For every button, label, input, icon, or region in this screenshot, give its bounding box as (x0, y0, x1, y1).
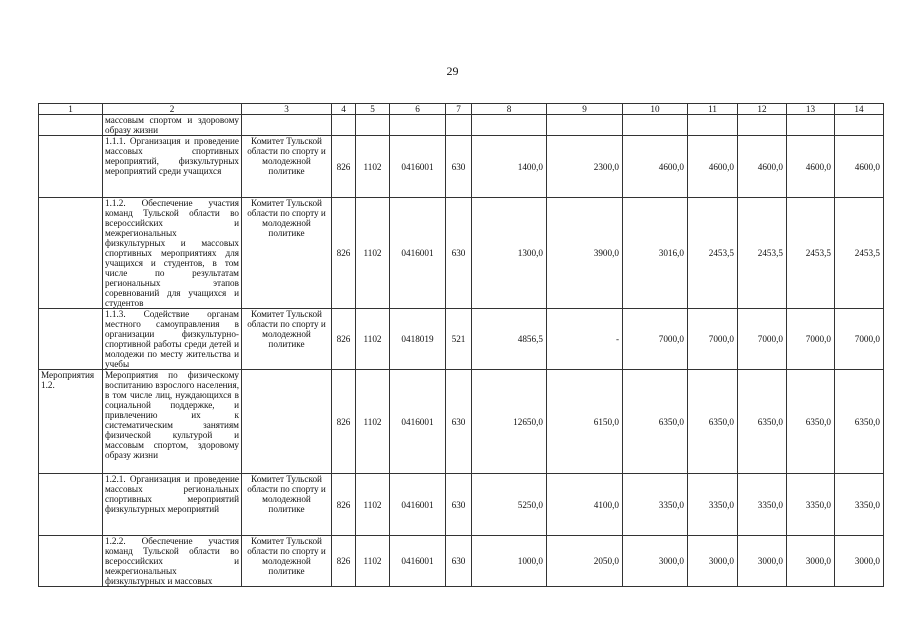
page-number: 29 (446, 64, 459, 78)
code-cell: 521 (446, 309, 472, 370)
measure-description-cell: Мероприятия по физическому воспитанию взрослого населения, в том числе лиц, нуждающихся в социальной поддержке, и привлечению их к систематическим занятиям физической культурой и массовым спортом, здоровому образу жизни (103, 370, 242, 474)
code-cell: 826 (332, 136, 356, 198)
amount-cell: 6350,0 (738, 370, 787, 474)
code-cell: 0416001 (390, 536, 446, 587)
amount-cell (787, 115, 835, 136)
code-cell: 826 (332, 370, 356, 474)
measure-cell (39, 198, 103, 309)
amount-cell: 4600,0 (738, 136, 787, 198)
code-cell: 826 (332, 536, 356, 587)
measure-cell (39, 474, 103, 536)
amount-cell: 1300,0 (472, 198, 547, 309)
amount-cell: 3350,0 (738, 474, 787, 536)
measure-description-cell: 1.1.2. Обеспечение участия команд Тульской области во всероссийских и межрегиональных физкультурных и массовых спортивных мероприятиях для учащихся и студентов, в том числе по результатам региональных этапов соревнований для учащихся и студентов (103, 198, 242, 309)
amount-cell: 4600,0 (688, 136, 738, 198)
code-cell: 0418019 (390, 309, 446, 370)
code-cell: 826 (332, 309, 356, 370)
column-number: 7 (446, 104, 472, 115)
executor-cell (242, 115, 332, 136)
code-cell: 630 (446, 198, 472, 309)
table-row (39, 136, 884, 198)
executor-cell: Комитет Тульской области по спорту и молодежной политике (242, 474, 332, 536)
column-number: 9 (547, 104, 623, 115)
measure-cell (39, 115, 103, 136)
amount-cell: 3350,0 (688, 474, 738, 536)
code-cell: 0416001 (390, 474, 446, 536)
amount-cell: 6350,0 (787, 370, 835, 474)
code-cell: 630 (446, 370, 472, 474)
column-number: 11 (688, 104, 738, 115)
column-number: 8 (472, 104, 547, 115)
code-cell: 1102 (356, 309, 390, 370)
code-cell: 630 (446, 136, 472, 198)
code-cell: 826 (332, 198, 356, 309)
table-row (39, 115, 884, 136)
code-cell: 1102 (356, 536, 390, 587)
code-cell (390, 115, 446, 136)
measure-cell: Мероприятия 1.2. (39, 370, 103, 474)
amount-cell: 6350,0 (835, 370, 884, 474)
measure-description-cell: 1.2.2. Обеспечение участия команд Тульской области во всероссийских и межрегиональных физкультурных и массовых (103, 536, 242, 587)
amount-cell: 3000,0 (738, 536, 787, 587)
table-row (39, 536, 884, 587)
executor-cell: Комитет Тульской области по спорту и молодежной политике (242, 309, 332, 370)
measure-description-cell: массовым спортом и здоровому образу жизни (103, 115, 242, 136)
amount-cell: 4600,0 (623, 136, 688, 198)
amount-cell: - (547, 309, 623, 370)
code-cell: 1102 (356, 370, 390, 474)
amount-cell: 2453,5 (787, 198, 835, 309)
code-cell: 630 (446, 536, 472, 587)
column-number: 13 (787, 104, 835, 115)
column-number: 12 (738, 104, 787, 115)
code-cell: 826 (332, 474, 356, 536)
measure-description-cell: 1.1.1. Организация и проведение массовых спортивных мероприятий, физкультурных мероприятий среди учащихся (103, 136, 242, 198)
measure-description-cell: 1.1.3. Содействие органам местного самоуправления в организации физкультурно-спортивной работы среди детей и молодежи по месту жительства и учебы (103, 309, 242, 370)
amount-cell: 2453,5 (738, 198, 787, 309)
amount-cell: 7000,0 (738, 309, 787, 370)
measure-description-cell: 1.2.1. Организация и проведение массовых региональных спортивных мероприятий физкультурных мероприятий (103, 474, 242, 536)
amount-cell: 2300,0 (547, 136, 623, 198)
amount-cell: 3000,0 (787, 536, 835, 587)
executor-cell: Комитет Тульской области по спорту и молодежной политике (242, 536, 332, 587)
amount-cell: 3000,0 (835, 536, 884, 587)
amount-cell: 7000,0 (623, 309, 688, 370)
table-row (39, 198, 884, 309)
amount-cell: 3016,0 (623, 198, 688, 309)
code-cell (356, 115, 390, 136)
code-cell: 0416001 (390, 370, 446, 474)
code-cell (446, 115, 472, 136)
amount-cell: 2453,5 (835, 198, 884, 309)
measure-cell (39, 536, 103, 587)
code-cell: 1102 (356, 198, 390, 309)
column-number: 1 (39, 104, 103, 115)
amount-cell: 7000,0 (787, 309, 835, 370)
amount-cell: 3000,0 (623, 536, 688, 587)
amount-cell: 6350,0 (623, 370, 688, 474)
code-cell: 0416001 (390, 136, 446, 198)
column-number: 14 (835, 104, 884, 115)
amount-cell: 12650,0 (472, 370, 547, 474)
amount-cell: 2453,5 (688, 198, 738, 309)
amount-cell: 3350,0 (623, 474, 688, 536)
table-row (39, 474, 884, 536)
amount-cell: 3350,0 (835, 474, 884, 536)
amount-cell (835, 115, 884, 136)
table-row (39, 370, 884, 474)
amount-cell (547, 115, 623, 136)
code-cell: 0416001 (390, 198, 446, 309)
column-number: 6 (390, 104, 446, 115)
amount-cell: 6350,0 (688, 370, 738, 474)
amount-cell: 3900,0 (547, 198, 623, 309)
executor-cell (242, 370, 332, 474)
amount-cell: 4856,5 (472, 309, 547, 370)
amount-cell: 5250,0 (472, 474, 547, 536)
table-row (39, 309, 884, 370)
amount-cell: 4100,0 (547, 474, 623, 536)
measure-cell (39, 309, 103, 370)
amount-cell (738, 115, 787, 136)
amount-cell: 7000,0 (688, 309, 738, 370)
amount-cell (688, 115, 738, 136)
amount-cell: 3350,0 (787, 474, 835, 536)
column-number: 2 (103, 104, 242, 115)
amount-cell: 1000,0 (472, 536, 547, 587)
column-number: 3 (242, 104, 332, 115)
code-cell: 1102 (356, 136, 390, 198)
column-number-row (39, 104, 884, 115)
column-number: 5 (356, 104, 390, 115)
amount-cell: 4600,0 (787, 136, 835, 198)
executor-cell: Комитет Тульской области по спорту и молодежной политике (242, 136, 332, 198)
amount-cell: 3000,0 (688, 536, 738, 587)
table-body (39, 115, 884, 587)
amount-cell: 6150,0 (547, 370, 623, 474)
budget-table (38, 103, 884, 587)
code-cell: 630 (446, 474, 472, 536)
measure-cell (39, 136, 103, 198)
executor-cell: Комитет Тульской области по спорту и молодежной политике (242, 198, 332, 309)
column-number: 4 (332, 104, 356, 115)
code-cell: 1102 (356, 474, 390, 536)
amount-cell: 1400,0 (472, 136, 547, 198)
amount-cell: 4600,0 (835, 136, 884, 198)
amount-cell (472, 115, 547, 136)
amount-cell: 2050,0 (547, 536, 623, 587)
code-cell (332, 115, 356, 136)
column-number: 10 (623, 104, 688, 115)
amount-cell: 7000,0 (835, 309, 884, 370)
amount-cell (623, 115, 688, 136)
